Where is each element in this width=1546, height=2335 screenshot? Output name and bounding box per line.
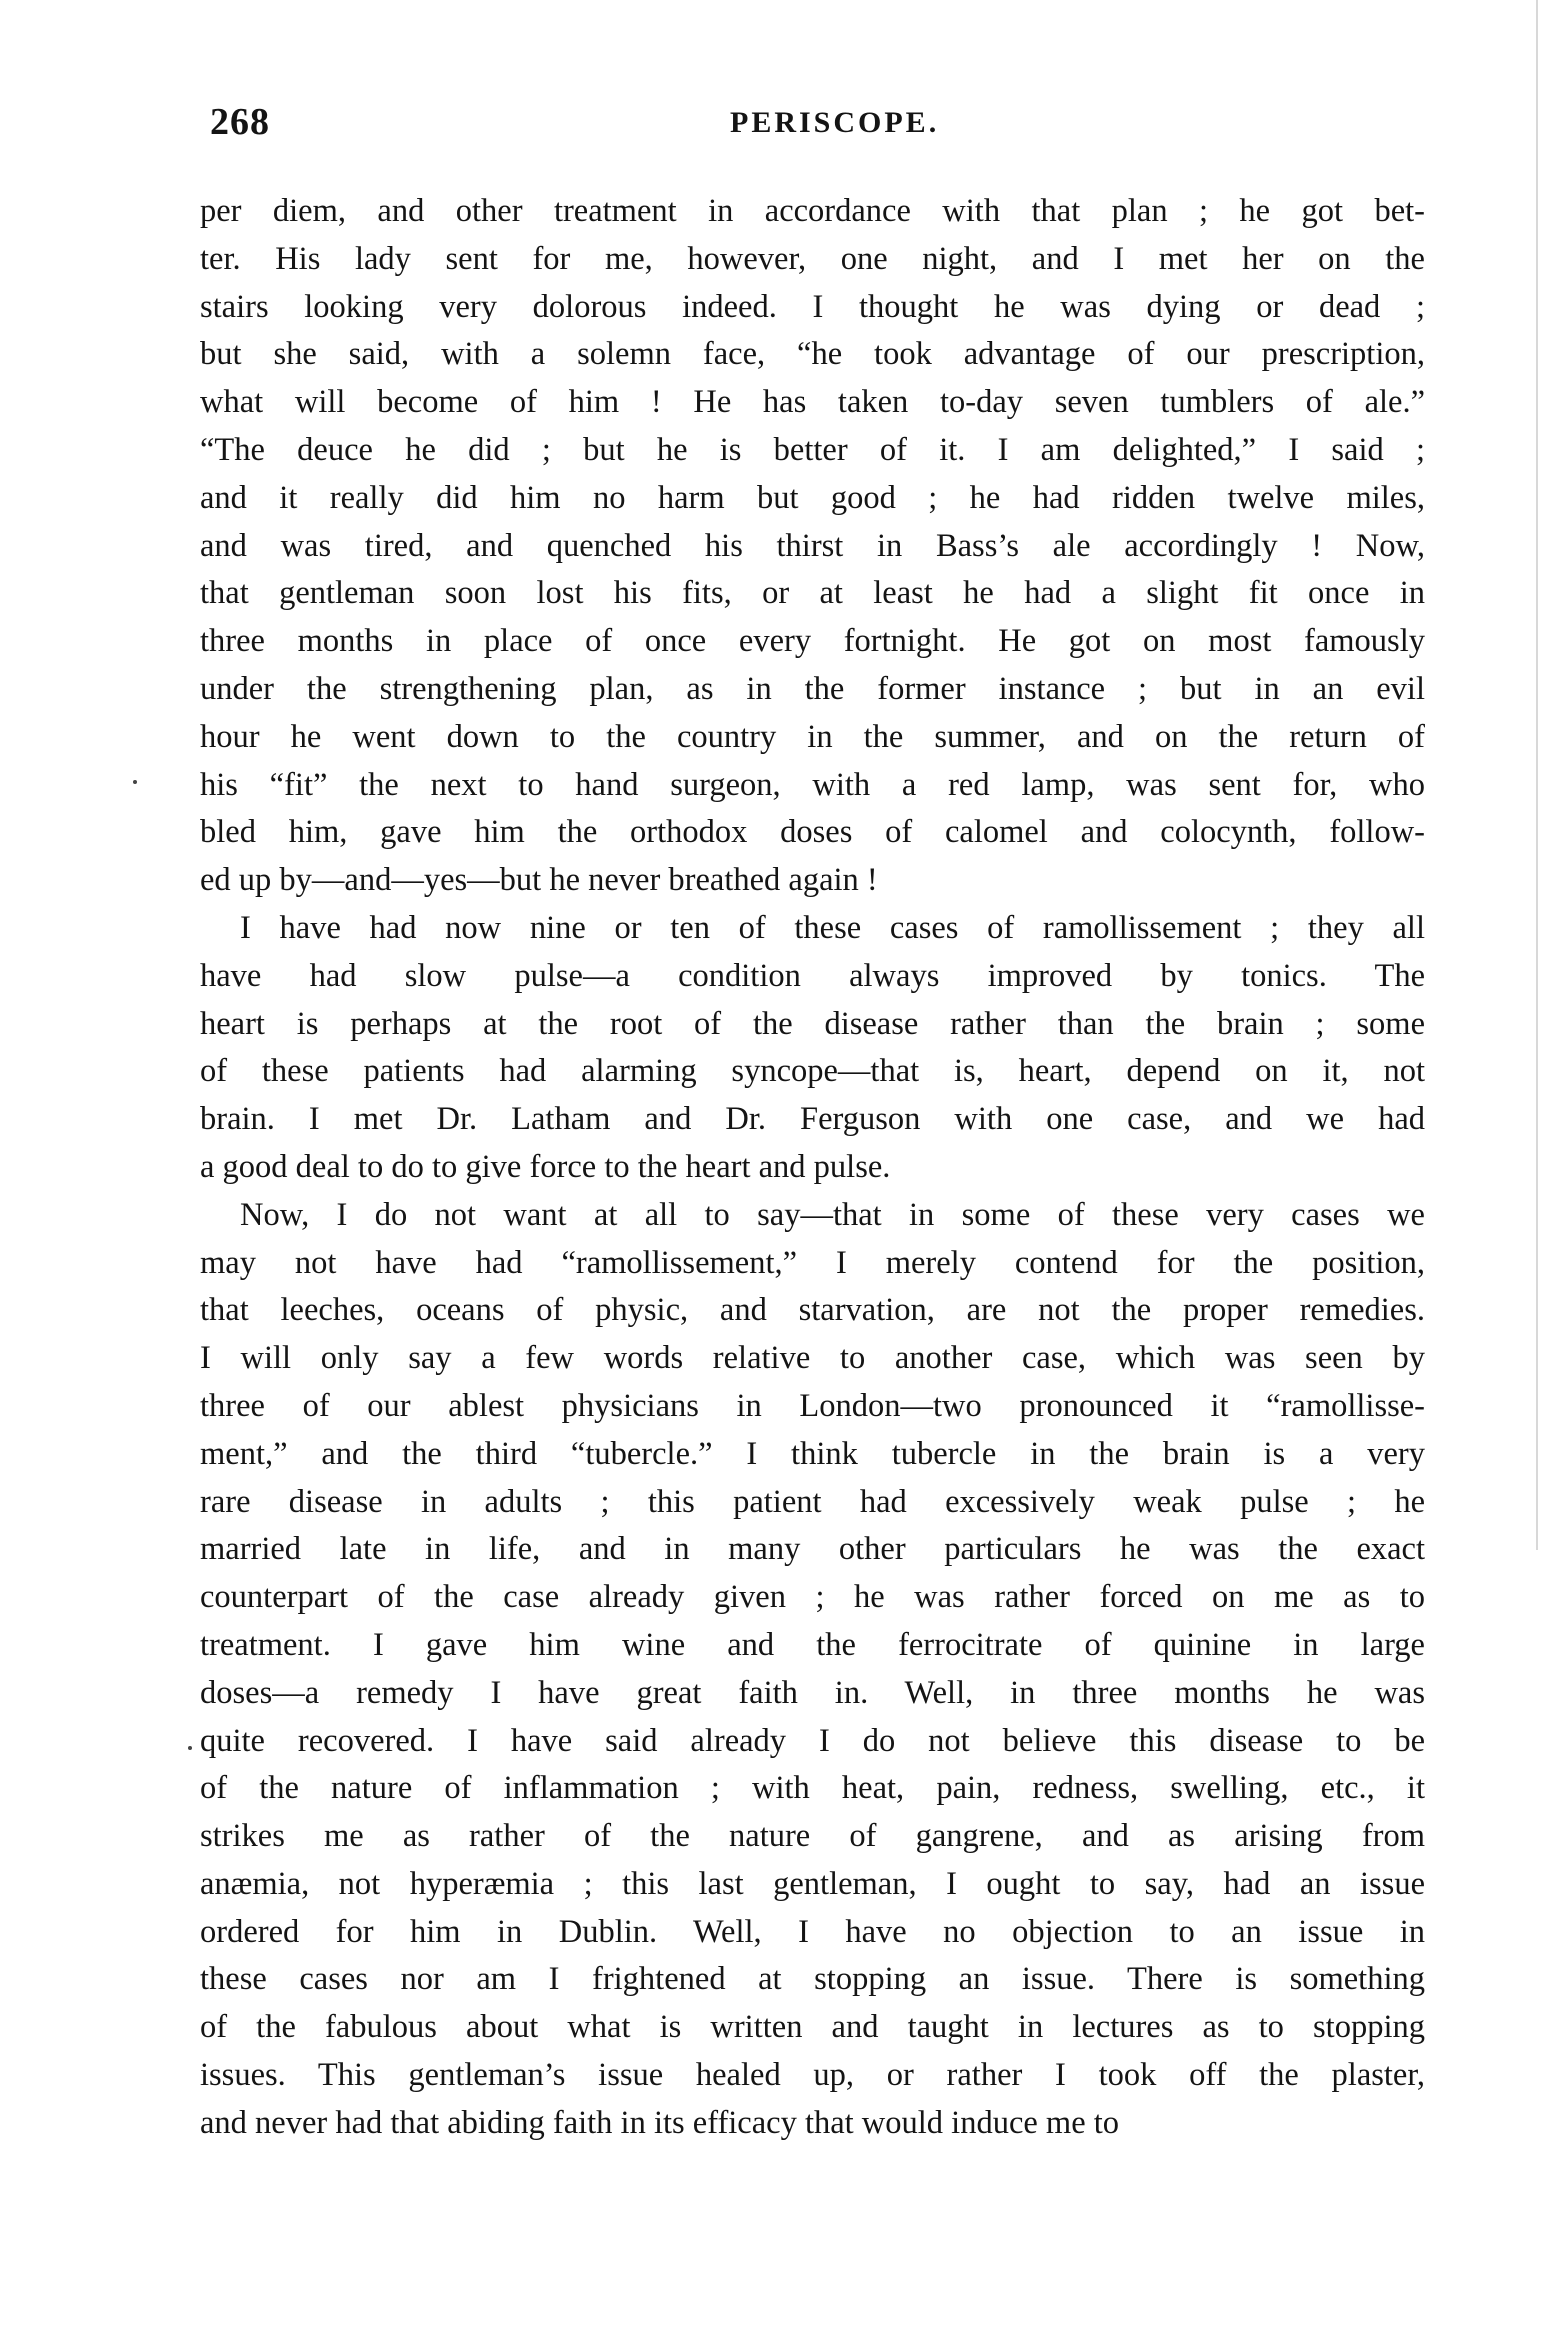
page-number: 268	[210, 101, 270, 143]
text-line: anæmia, not hyperæmia ; this last gentleman, I ought to say, had an issue	[200, 1865, 1425, 1902]
paragraph	[200, 1192, 1425, 2148]
paragraph	[200, 188, 1425, 905]
text-line: these cases nor am I frightened at stopping an issue. There is something	[200, 1961, 1425, 1998]
text-line: under the strengthening plan, as in the former instance ; but in an evil	[200, 670, 1425, 707]
text-line: that leeches, oceans of physic, and starvation, are not the proper remedies.	[200, 1292, 1425, 1329]
paragraph	[200, 905, 1425, 1192]
text-line: ed up by—and—yes—but he never breathed again !	[200, 862, 878, 899]
text-line: of the fabulous about what is written and taught in lectures as to stopping	[200, 2009, 1425, 2046]
text-line: quite recovered. I have said already I do not believe this disease to be	[200, 1722, 1425, 1759]
text-line: and was tired, and quenched his thirst in Bass’s ale accordingly ! Now,	[200, 527, 1425, 564]
text-line: brain. I met Dr. Latham and Dr. Ferguson with one case, and we had	[200, 1101, 1425, 1138]
text-line: three of our ablest physicians in London—two pronounced it “ramollisse-	[200, 1387, 1425, 1424]
text-line: counterpart of the case already given ; he was rather forced on me as to	[200, 1579, 1425, 1616]
stray-mark	[133, 780, 137, 784]
text-line: three months in place of once every fortnight. He got on most famously	[200, 623, 1425, 660]
body-text	[200, 188, 1425, 2148]
text-line: but she said, with a solemn face, “he took advantage of our prescription,	[200, 336, 1425, 373]
text-line: of these patients had alarming syncope—that is, heart, depend on it, not	[200, 1053, 1425, 1090]
text-line: may not have had “ramollissement,” I merely contend for the position,	[200, 1244, 1425, 1281]
text-line: his “fit” the next to hand surgeon, with a red lamp, was sent for, who	[200, 766, 1425, 803]
text-line: and it really did him no harm but good ; he had ridden twelve miles,	[200, 479, 1425, 516]
text-line: rare disease in adults ; this patient had excessively weak pulse ; he	[200, 1483, 1425, 1520]
text-line: of the nature of inflammation ; with heat, pain, redness, swelling, etc., it	[200, 1770, 1425, 1807]
text-line: per diem, and other treatment in accordance with that plan ; he got bet-	[200, 193, 1425, 229]
text-line: stairs looking very dolorous indeed. I thought he was dying or dead ;	[200, 288, 1425, 325]
text-line: issues. This gentleman’s issue healed up, or rather I took off the plaster,	[200, 2057, 1425, 2094]
page-header	[210, 100, 1420, 160]
text-line: “The deuce he did ; but he is better of it. I am delighted,” I said ;	[200, 431, 1425, 468]
running-head: PERISCOPE.	[730, 106, 940, 139]
text-line: married late in life, and in many other particulars he was the exact	[200, 1531, 1425, 1568]
text-line: heart is perhaps at the root of the disease rather than the brain ; some	[200, 1005, 1425, 1042]
text-line: Now, I do not want at all to say—that in some of these very cases we	[240, 1196, 1425, 1233]
text-line: bled him, gave him the orthodox doses of calomel and colocynth, follow-	[200, 814, 1425, 851]
text-line: treatment. I gave him wine and the ferrocitrate of quinine in large	[200, 1626, 1425, 1663]
text-line: ment,” and the third “tubercle.” I think tubercle in the brain is a very	[200, 1435, 1425, 1472]
text-line: doses—a remedy I have great faith in. Well, in three months he was	[200, 1674, 1425, 1711]
text-line: that gentleman soon lost his fits, or at least he had a slight fit once in	[200, 575, 1425, 612]
text-line: I will only say a few words relative to another case, which was seen by	[200, 1340, 1425, 1377]
text-line: I have had now nine or ten of these cases of ramollissement ; they all	[240, 909, 1425, 946]
text-line: hour he went down to the country in the summer, and on the return of	[200, 718, 1425, 755]
text-line: ter. His lady sent for me, however, one night, and I met her on the	[200, 240, 1425, 277]
text-line: ordered for him in Dublin. Well, I have no objection to an issue in	[200, 1913, 1425, 1950]
text-line: strikes me as rather of the nature of gangrene, and as arising from	[200, 1818, 1425, 1855]
page-edge-shadow	[1536, 0, 1538, 1550]
text-line: have had slow pulse—a condition always improved by tonics. The	[200, 957, 1425, 994]
text-line: what will become of him ! He has taken to-day seven tumblers of ale.”	[200, 384, 1425, 421]
text-line: a good deal to do to give force to the heart and pulse.	[200, 1148, 891, 1185]
text-line: and never had that abiding faith in its efficacy that would induce me to	[200, 2104, 1120, 2141]
stray-mark	[188, 1746, 192, 1750]
